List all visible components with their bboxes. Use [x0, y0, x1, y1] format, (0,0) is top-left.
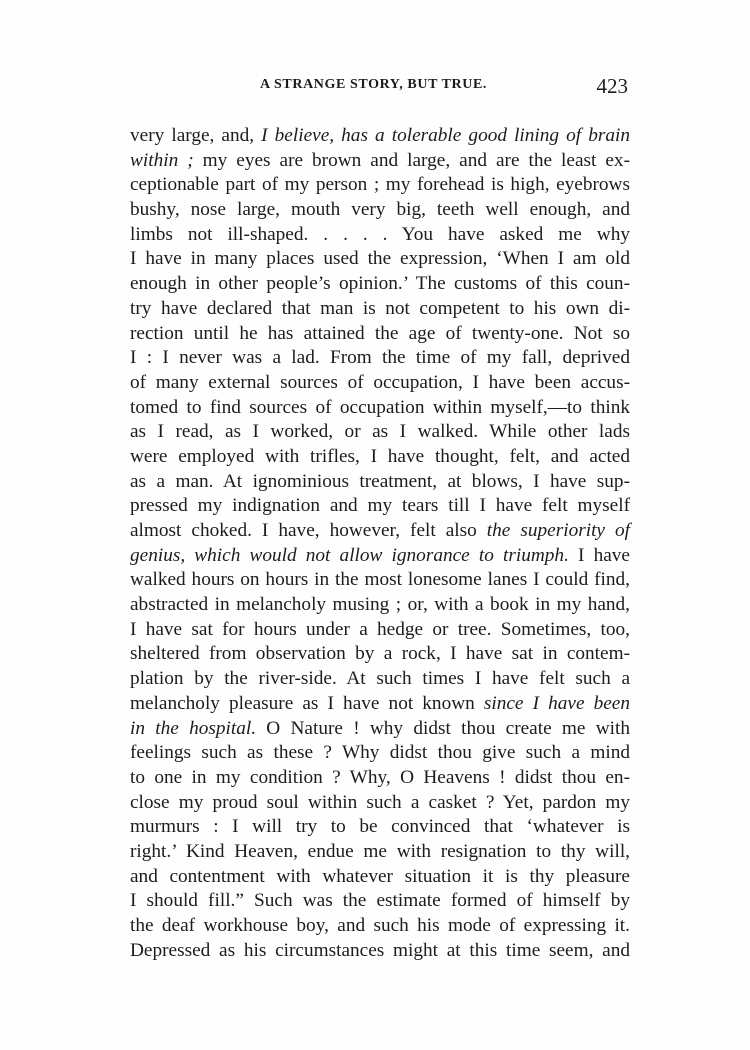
text-run: melancholy pleasure as I have not known: [130, 692, 484, 714]
text-run: try have declared that man is not competent to his own di-: [130, 297, 630, 319]
text-run: right.’ Kind Heaven, endue me with resignation to thy will,: [130, 840, 630, 862]
text-line: [130, 346, 630, 371]
text-run: enough in other people’s opinion.’ The customs of this coun-: [130, 273, 630, 295]
text-line: [130, 914, 630, 939]
text-line: [130, 149, 630, 174]
text-run: close my proud soul within such a casket ? Yet, pardon my: [130, 791, 630, 813]
text-run: as I read, as I worked, or as I walked. While other lads: [130, 421, 630, 443]
text-run: abstracted in melancholy musing ; or, with a book in my hand,: [130, 594, 630, 616]
text-run: rection until he has attained the age of twenty-one. Not so: [130, 322, 630, 344]
text-line: [130, 766, 630, 791]
text-line: [130, 223, 630, 248]
text-run: murmurs : I will try to be convinced that ‘whatever is: [130, 816, 630, 838]
text-line: [130, 815, 630, 840]
text-line: [130, 667, 630, 692]
text-run: I have sat for hours under a hedge or tree. Sometimes, too,: [130, 618, 630, 640]
text-run: tomed to find sources of occupation within myself,—to think: [130, 396, 630, 418]
text-line: [130, 519, 630, 544]
text-line: [130, 544, 630, 569]
text-line: [130, 420, 630, 445]
text-run: my eyes are brown and large, and are the least ex-: [193, 149, 630, 171]
italic-text: in the hospital.: [130, 717, 257, 739]
body-text: [130, 124, 630, 963]
text-run: sheltered from observation by a rock, I have sat in contem-: [130, 643, 630, 665]
text-line: [130, 247, 630, 272]
text-line: [130, 198, 630, 223]
text-line: [130, 470, 630, 495]
text-line: [130, 445, 630, 470]
text-line: [130, 840, 630, 865]
running-head: [128, 74, 628, 100]
text-run: I have: [568, 544, 630, 566]
text-run: I : I never was a lad. From the time of my fall, deprived: [130, 347, 630, 369]
text-run: pressed my indignation and my tears till I have felt myself: [130, 495, 630, 517]
running-title: A STRANGE STORY, BUT TRUE.: [260, 77, 488, 92]
text-line: [130, 865, 630, 890]
text-line: [130, 741, 630, 766]
italic-text: the superiority of: [486, 520, 630, 541]
text-run: ceptionable part of my person ; my forehead is high, eyebrows: [130, 174, 630, 196]
text-run: bushy, nose large, mouth very big, teeth well enough, and: [130, 199, 630, 221]
text-line: [130, 939, 630, 964]
text-line: [130, 173, 630, 198]
text-run: very large, and,: [130, 125, 262, 146]
italic-text: I believe, has a tolerable good lining of brain: [261, 125, 631, 146]
text-run: I should fill.” Such was the estimate formed of himself by: [130, 890, 630, 912]
text-line: [130, 717, 630, 742]
italic-text: genius, which would not allow ignorance to triumph.: [130, 544, 569, 566]
italic-text: since I have been: [483, 692, 630, 714]
text-run: as a man. At ignominious treatment, at blows, I have sup-: [130, 470, 630, 492]
text-line: [130, 889, 630, 914]
text-line: [130, 791, 630, 816]
italic-text: within ;: [130, 149, 194, 171]
text-line: [130, 692, 630, 717]
text-run: and contentment with whatever situation it is thy pleasure: [130, 865, 630, 887]
text-run: I have in many places used the expression, ‘When I am old: [130, 248, 630, 270]
text-line: [130, 494, 630, 519]
text-line: [130, 272, 630, 297]
text-line: [130, 593, 630, 618]
text-line: [130, 642, 630, 667]
text-run: plation by the river-side. At such times I have felt such a: [130, 668, 630, 690]
text-run: were employed with trifles, I have thought, felt, and acted: [130, 445, 630, 467]
text-run: of many external sources of occupation, I have been accus-: [130, 371, 630, 393]
text-run: O Nature ! why didst thou create me with: [256, 717, 630, 739]
page-number: 423: [596, 74, 628, 98]
text-line: [130, 124, 630, 149]
text-run: Depressed as his circumstances might at this time seem, and: [130, 939, 630, 961]
text-line: [130, 618, 630, 643]
text-run: to one in my condition ? Why, O Heavens ! didst thou en-: [130, 766, 630, 788]
text-line: [130, 396, 630, 421]
text-run: the deaf workhouse boy, and such his mode of expressing it.: [130, 915, 630, 936]
text-run: limbs not ill-shaped. . . . . You have asked me why: [130, 223, 630, 245]
text-line: [130, 568, 630, 593]
text-line: [130, 322, 630, 347]
text-line: [130, 297, 630, 322]
text-line: [130, 371, 630, 396]
text-run: walked hours on hours in the most lonesome lanes I could find,: [130, 569, 630, 591]
text-run: almost choked. I have, however, felt also: [130, 520, 487, 541]
text-run: feelings such as these ? Why didst thou give such a mind: [130, 742, 630, 764]
